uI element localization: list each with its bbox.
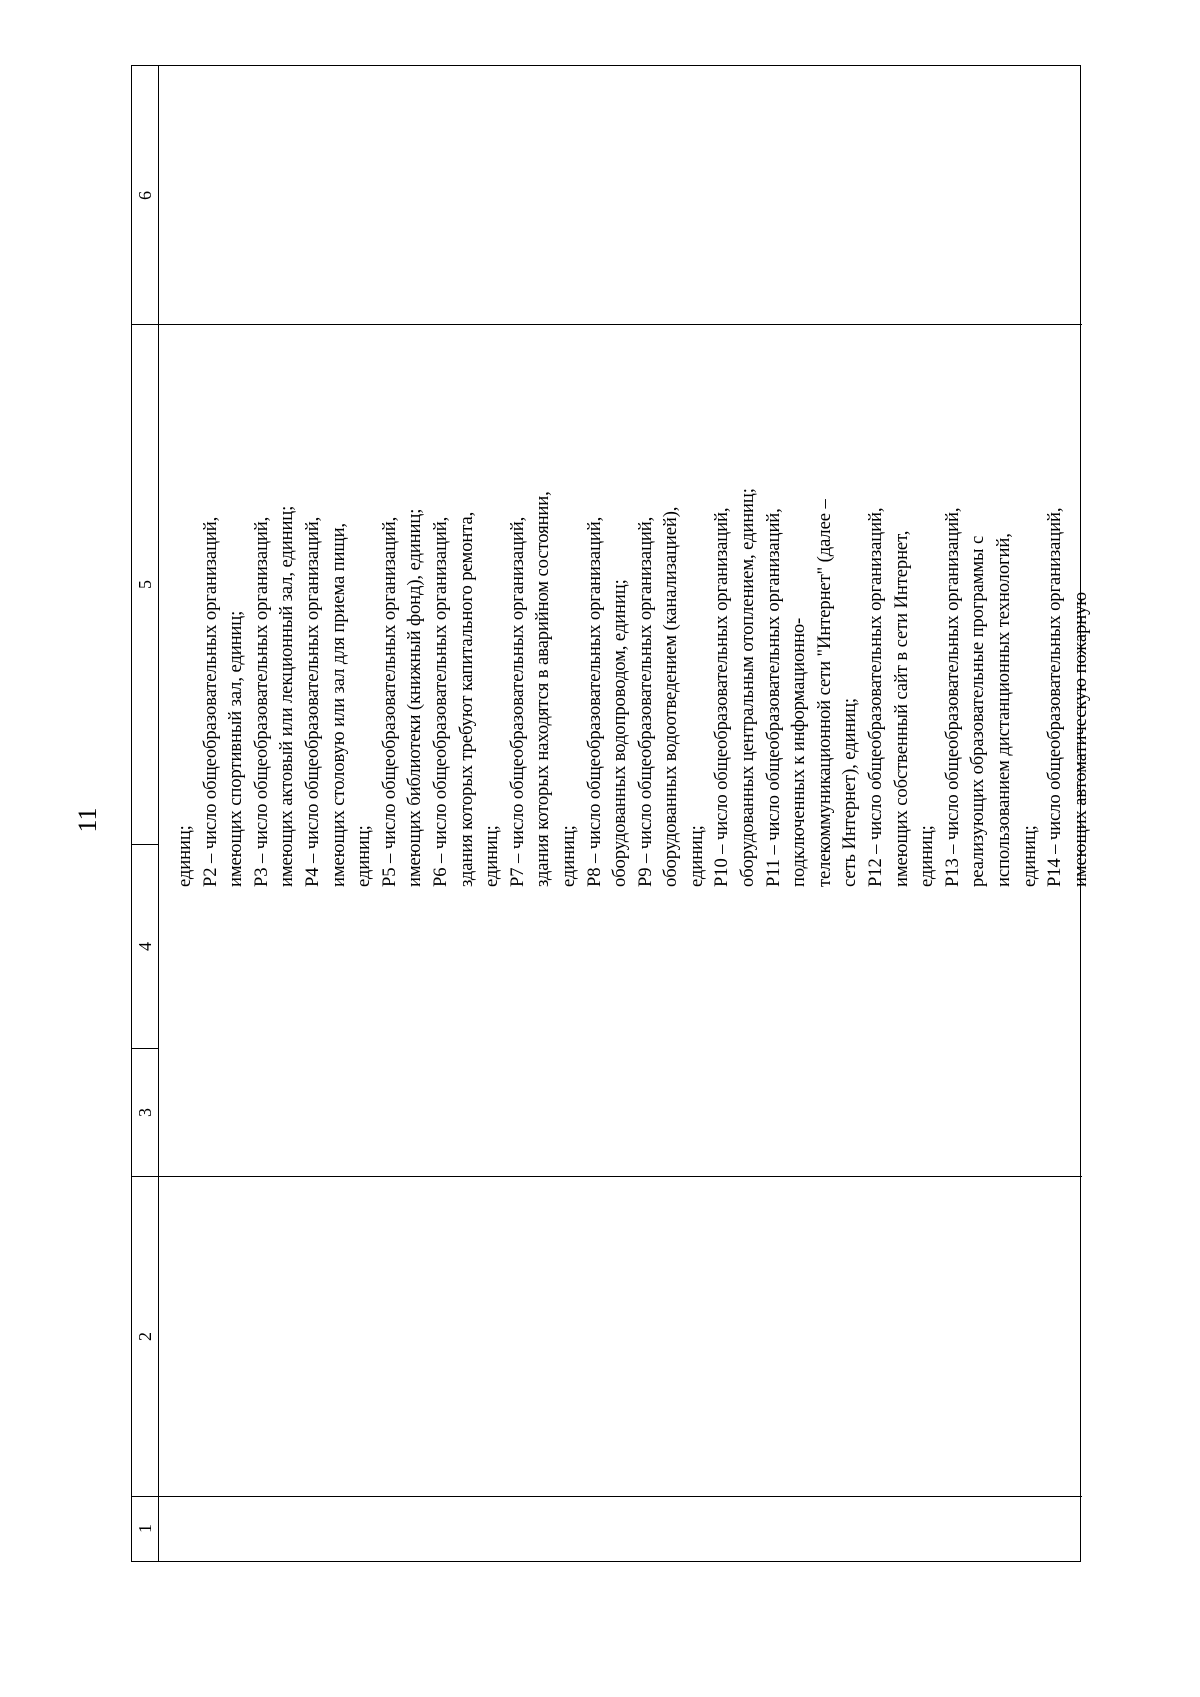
- column-number-3: 3: [134, 1107, 155, 1117]
- column-5-line: Р2 – число общеобразовательных организаций,: [199, 516, 221, 887]
- column-5-line: здания которых находятся в аварийном состоянии,: [532, 491, 554, 887]
- data-table: [131, 65, 1091, 1562]
- column-5-line: имеющих собственный сайт в сети Интернет,: [890, 530, 912, 887]
- column-5-line: единиц;: [557, 825, 579, 887]
- column-5-line: единиц;: [916, 825, 938, 887]
- column-5-line: имеющих спортивный зал, единиц;: [225, 610, 247, 887]
- column-5-line: единиц;: [174, 825, 195, 887]
- column-separator-3-2: [132, 1176, 1082, 1177]
- column-5-line: подключенных к информационно-: [788, 617, 810, 887]
- column-5-line: единиц;: [353, 825, 375, 887]
- column-5-line: единиц;: [685, 825, 707, 887]
- column-5-line: имеющих столовую или зал для приема пищи,: [327, 523, 349, 887]
- column-5-line: имеющих библиотеки (книжный фонд), единиц;: [404, 508, 426, 887]
- column-5-line: телекоммуникационной сети "Интернет" (далее –: [813, 499, 835, 887]
- column-number-6: 6: [134, 190, 155, 200]
- column-5-line: реализующих образовательные программы с: [967, 535, 989, 887]
- column-5-line: оборудованных водоотведением (канализацией),: [660, 506, 682, 887]
- column-5-line: Р14 – число общеобразовательных организаций,: [1044, 507, 1066, 887]
- page-number: 11: [73, 807, 102, 833]
- header-divider: [158, 66, 159, 1561]
- column-5-line: Р4 – число общеобразовательных организаций,: [301, 516, 323, 887]
- column-5-line: сеть Интернет), единиц;: [839, 698, 861, 887]
- column-5-line: Р9 – число общеобразовательных организаций,: [634, 516, 656, 887]
- column-5-line: единиц;: [481, 825, 503, 887]
- column-number-5: 5: [134, 579, 155, 589]
- column-5-line: единиц;: [1018, 825, 1040, 887]
- column-5-line: имеющих актовый или лекционный зал, единиц;: [276, 505, 298, 887]
- column-5-line: Р13 – число общеобразовательных организаций,: [941, 507, 963, 887]
- column-5-line: оборудованных центральным отоплением, единиц;: [737, 488, 759, 887]
- column-number-4: 4: [134, 941, 155, 951]
- column-number-2: 2: [134, 1331, 155, 1341]
- column-5-cell: [172, 159, 1091, 887]
- column-5-line: Р5 – число общеобразовательных организаций,: [378, 516, 400, 887]
- column-5-line: Р7 – число общеобразовательных организаций,: [506, 516, 528, 887]
- column-separator-2-1: [132, 1496, 1082, 1497]
- column-5-line: Р10 – число общеобразовательных организаций,: [711, 507, 733, 887]
- column-5-line: оборудованных водопроводом, единиц;: [609, 579, 631, 887]
- column-5-line: Р6 – число общеобразовательных организаций,: [429, 516, 451, 887]
- column-number-1: 1: [134, 1523, 155, 1533]
- column-5-line: Р11 – число общеобразовательных организаций,: [762, 508, 784, 887]
- column-5-line: Р8 – число общеобразовательных организаций,: [583, 516, 605, 887]
- column-5-line: Р12 – число общеобразовательных организаций,: [865, 507, 887, 887]
- column-5-line: использованием дистанционных технологий,: [993, 533, 1014, 887]
- column-5-line: Р3 – число общеобразовательных организаций,: [250, 516, 272, 887]
- column-5-line: имеющих автоматическую пожарную: [1069, 591, 1091, 887]
- column-5-line: здания которых требуют капитального ремонта,: [455, 511, 477, 887]
